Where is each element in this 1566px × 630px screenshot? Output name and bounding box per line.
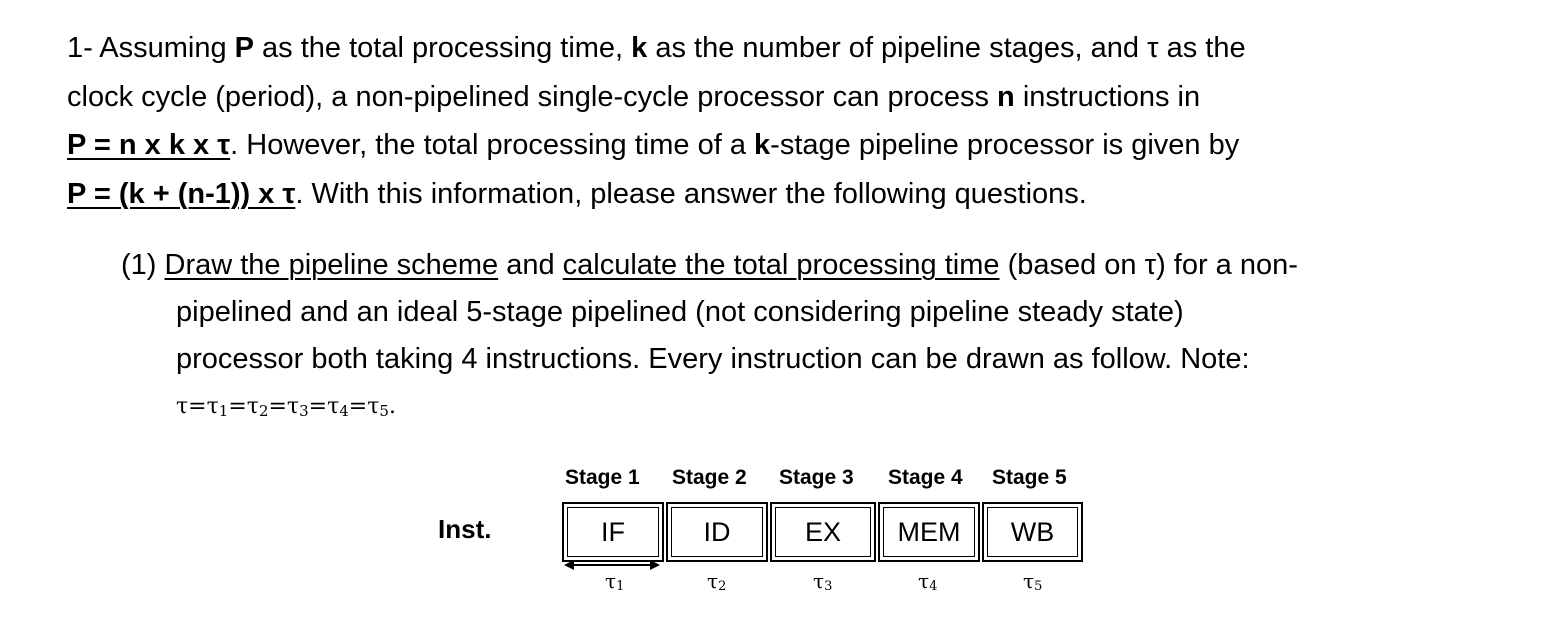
question-text: (based on τ) for a non- <box>999 249 1298 281</box>
stage-header-5: Stage 5 <box>992 466 1067 489</box>
intro-line-2 <box>67 73 1507 122</box>
intro-text: . With this information, please answer the following questions. <box>295 177 1087 210</box>
intro-text: clock cycle (period), a non-pipelined single-cycle processor can process <box>67 80 998 113</box>
non-pipelined-formula: P = n x k x τ <box>67 129 231 161</box>
var-k: k <box>631 32 648 64</box>
var-k: k <box>754 129 771 161</box>
question-text: and <box>498 249 563 281</box>
intro-text: instructions in <box>1014 80 1201 113</box>
intro-line-1 <box>67 24 1507 73</box>
stage-boxes <box>562 502 1083 562</box>
tau-label-2: $\tau_2$ <box>707 569 727 594</box>
intro-text: . However, the total processing time of a <box>230 129 755 161</box>
tau-label-4: $\tau_4$ <box>918 569 938 594</box>
question-line-1 <box>121 242 1541 289</box>
intro-line-4 <box>67 170 1507 219</box>
question-number: (1) <box>121 249 165 281</box>
intro-text: as the number of pipeline stages, and τ as the <box>647 32 1246 64</box>
intro-paragraph <box>67 24 1507 218</box>
tau-equality-note: $\tau=\tau_1=\tau_2=\tau_3=\tau_4=\tau_5$. <box>176 394 396 420</box>
stage-box-mem: MEM <box>878 502 980 562</box>
var-p: P <box>234 32 254 64</box>
intro-text: 1- Assuming <box>67 32 235 64</box>
pipelined-formula: P = (k + (n-1)) x τ <box>67 177 296 210</box>
stage-header-4: Stage 4 <box>888 466 963 489</box>
stage-header-1: Stage 1 <box>565 466 640 489</box>
stage-box-id: ID <box>666 502 768 562</box>
stage-box-if: IF <box>562 502 664 562</box>
intro-text: as the total processing time, <box>253 32 632 64</box>
question-line-2: pipelined and an ideal 5-stage pipelined (not considering pipeline steady state) <box>176 296 1184 328</box>
task-calculate-time: calculate the total processing time <box>562 249 1000 281</box>
intro-text: -stage pipeline processor is given by <box>770 129 1240 161</box>
stage-header-2: Stage 2 <box>672 466 747 489</box>
question-1 <box>121 242 1541 383</box>
intro-line-3 <box>67 121 1507 170</box>
tau-label-3: $\tau_3$ <box>813 569 833 594</box>
tau-label-5: $\tau_5$ <box>1023 569 1043 594</box>
task-draw-scheme: Draw the pipeline scheme <box>164 249 499 281</box>
stage-box-wb: WB <box>982 502 1083 562</box>
stage-header-3: Stage 3 <box>779 466 854 489</box>
stage-box-ex: EX <box>770 502 876 562</box>
var-n: n <box>997 80 1015 113</box>
inst-row-label: Inst. <box>438 514 492 544</box>
question-line-3: processor both taking 4 instructions. Every instruction can be drawn as follow. Note: <box>176 343 1250 375</box>
tau-label-1: $\tau_1$ <box>605 569 625 594</box>
